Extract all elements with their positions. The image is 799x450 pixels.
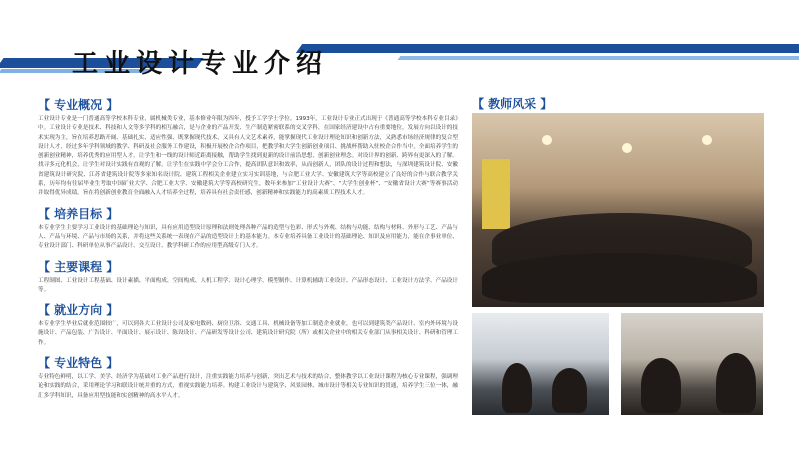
ceiling-light xyxy=(622,143,632,153)
page-title: 工业设计专业介绍 xyxy=(72,49,329,79)
person xyxy=(552,368,587,413)
decorative-stripe xyxy=(398,56,799,60)
overview-text: 工业设计专业是一门普通高等学校本科专业，属机械类专业，基本修业年限为四年，授予工学学士学位。1993年，工业设计专业正式出现于《普通高等学校本科专业目录》中。工业设计专业是技术、科技和人文等多学科的相互融合，是与企业的产品开发、生产制造紧密联系的交叉学科，在国家经济建设中占有重要地位。发展方向以设计的技术实现为主，旨在培养思路开阔、基础扎实、适应性强、既掌握现代技术，又具有人文艺术素养，能掌握现代工业设计理论知识和创新方法，又熟悉市场经济规律的复合型设计人才，经过多年学科领域的教学、科研及社会服务工作建设，积极开展校企合作项目，把教学和大学生创新创业项目、挑战杯帮助入驻校企合作当中，全面培养学生的创新创业精神，培养优秀的应用型人才。让学生和一线的设计师近距离接触，帮助学生找到更新的设计前沿思想，创新创业理念。对设计界的创新、跨界有更深入的了解。找寻多元化机会，让学生对设计实践有直观的了解。让学生在实践中学会分工合作，提高团队意识和效率，从而创新人，团队的设计过程和想法，与深圳建筑设计院、安徽省建筑设计研究院、江苏省建筑设计院等多家知名设计院、建筑工程相关企业建立实习实训基地，与合肥工业大学、安徽建筑大学等高校建立了良好的合作与联合教学关系，历年均有往届毕业生考取中国矿业大学、合肥工业大学、安徽建筑大学等高校研究生，数年来参加“工业设计大赛”、“大学生创业杯”、“安徽省设计大赛”等赛事活动并取得优异成绩，旨在将创新创业教育全面融入人才培养全过程，培养具有社会责任感，创新精神和实践能力的高素质工程技术人才。 xyxy=(38,116,458,197)
person xyxy=(641,358,681,413)
courses-text: 工程制图、工业设计工程基础、设计素描、平面构成、空间构成、人机工程学、设计心理学、模型制作、计算机辅助工业设计、产品形态设计、工业设计方法学、产品设计等。 xyxy=(38,277,458,293)
classroom-photo xyxy=(472,313,609,415)
teachers-heading: 【 教师风采 】 xyxy=(472,97,553,111)
person xyxy=(502,363,532,413)
goals-heading: 【 培养目标 】 xyxy=(38,206,119,221)
content-column xyxy=(38,96,458,401)
overview-heading: 【 专业概况 】 xyxy=(38,98,119,112)
features-heading: 【 专业特色 】 xyxy=(38,356,119,371)
group-photo xyxy=(472,113,764,307)
employment-text: 本专业学生毕业后就业范围较广，可以到各大工业设计公司及家电数码、厨房卫浴、交通工具、机械设备等加工制造企业就业，也可以到建筑类产品设计、室内外环境与设施设计、产品包装、广告设计、平面设计、展示设计、陈设设计、产品研发等设计公司、建筑设计研究院（所）或相关企业中的相关专业部门从事相关设计、科研和管理工作。 xyxy=(38,321,458,346)
courses-heading: 【 主要课程 】 xyxy=(38,259,119,274)
goals-text: 本专业学生主要学习工业设计的基础理论与知识，具有应用造型设计原理和法则处理各种产品的造型与色彩、形式与外观、结构与功能、结构与材料、外形与工艺、产品与人、产品与环境、产品与市场的关系，并将这些关系统一表现在产品的造型设计上的基本能力。本专业培养具备工业设计的基础理论、知识及应用能力，能在企事业单位、专业设计部门、科研单位从事产品设计、交互设计、教学科研工作的应用型高级专门人才。 xyxy=(38,224,458,250)
ceiling-light xyxy=(702,135,712,145)
decorative-stripe xyxy=(296,44,799,53)
features-text: 专业特色鲜明，以工学、美学、经济学为基础对工业产品进行设计，注重实践能力培养与创新，突出艺术与技术的结合，整体教学以工业设计课程为核心专业课程，强调理论和实践的结合，采用理论学习和联设计统并重的方式，重视实践能力培养。构建工业设计与建筑学、风景园林、城市设计等相关专业知识的贯通，培养学生三位一体，融汇多学科知识，具备应用型技能和实创精神的高水平人才。 xyxy=(38,374,458,399)
ceiling-light xyxy=(542,135,552,145)
office-photo xyxy=(621,313,763,415)
banner-stand xyxy=(482,159,510,229)
person xyxy=(716,353,756,413)
employment-heading: 【 就业方向 】 xyxy=(38,303,119,318)
people-group xyxy=(482,253,757,303)
